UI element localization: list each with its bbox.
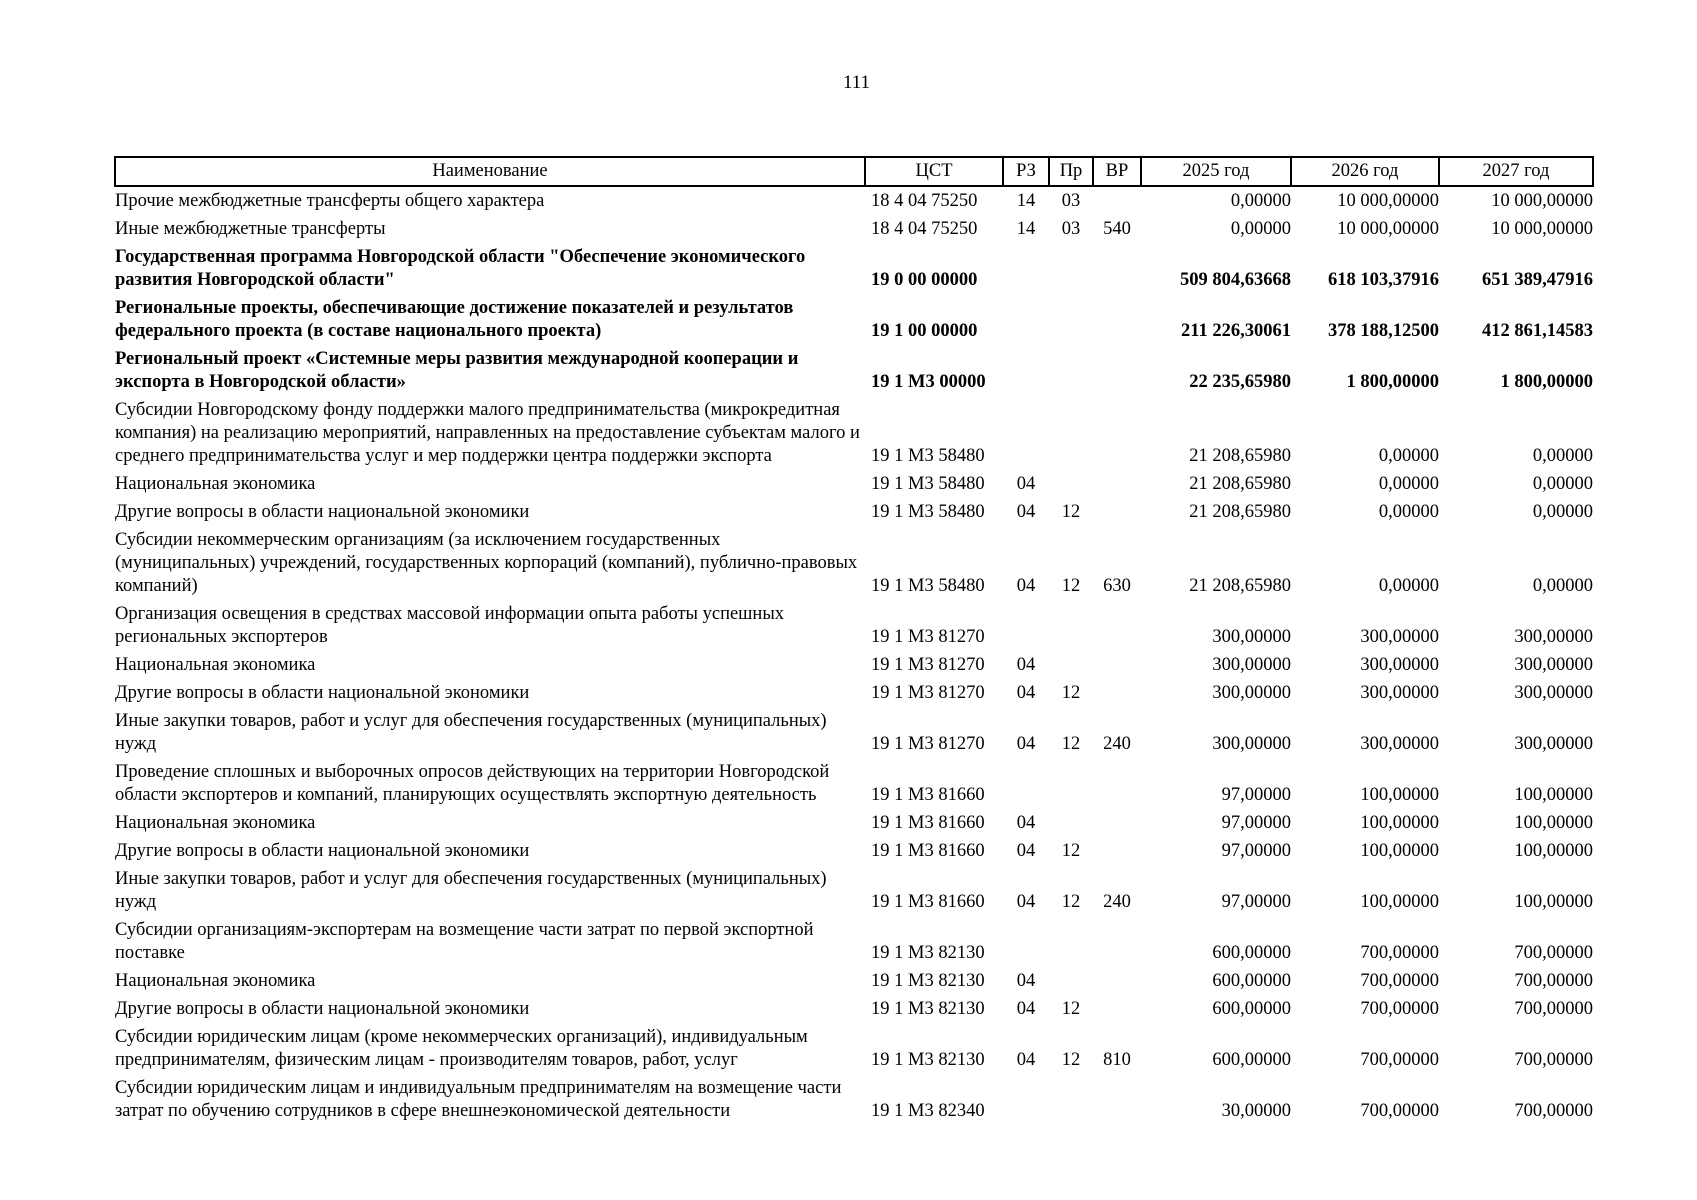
cell-name: Иные закупки товаров, работ и услуг для обеспечения государственных (муниципальных) нужд — [115, 869, 827, 912]
cell-name: Другие вопросы в области национальной экономики — [115, 999, 530, 1019]
table-row — [115, 1074, 1593, 1125]
cell-2027: 300,00000 — [1514, 683, 1593, 703]
table-row — [115, 995, 1593, 1023]
cell-2027: 0,00000 — [1532, 446, 1593, 466]
cell-2025: 97,00000 — [1221, 813, 1291, 833]
cell-name: Субсидии юридическим лицам и индивидуальным предпринимателям на возмещение части затрат по обучению сотрудников в сфере внешнеэкономической деятельности — [115, 1078, 842, 1121]
cell-2027: 651 389,47916 — [1482, 270, 1593, 290]
cell-2027: 700,00000 — [1514, 1050, 1593, 1070]
cell-cst: 19 1 М3 82130 — [871, 943, 985, 963]
cell-2025: 300,00000 — [1212, 655, 1291, 675]
cell-name: Государственная программа Новгородской области "Обеспечение экономического развития Новгородской области" — [115, 247, 806, 290]
cell-pr: 12 — [1061, 1050, 1081, 1070]
cell-2027: 700,00000 — [1514, 999, 1593, 1019]
cell-vr: 240 — [1103, 734, 1131, 754]
cell-rz — [1003, 396, 1049, 470]
cell-cst: 19 1 М3 81270 — [871, 627, 985, 647]
cell-vr — [1093, 967, 1141, 995]
cell-2025: 600,00000 — [1212, 1050, 1291, 1070]
cell-2026: 300,00000 — [1360, 734, 1439, 754]
cell-rz: 04 — [1016, 1050, 1036, 1070]
table-row — [115, 498, 1593, 526]
cell-2025: 21 208,65980 — [1189, 502, 1291, 522]
table-row — [115, 396, 1593, 470]
cell-rz — [1003, 1074, 1049, 1125]
cell-name: Иные закупки товаров, работ и услуг для обеспечения государственных (муниципальных) нужд — [115, 711, 827, 754]
cell-pr: 12 — [1061, 892, 1081, 912]
cell-2026: 0,00000 — [1378, 474, 1439, 494]
cell-vr — [1093, 809, 1141, 837]
cell-vr: 240 — [1103, 892, 1131, 912]
cell-2026: 100,00000 — [1360, 813, 1439, 833]
cell-rz: 04 — [1016, 576, 1036, 596]
cell-2025: 300,00000 — [1212, 734, 1291, 754]
cell-2025: 21 208,65980 — [1189, 474, 1291, 494]
cell-pr — [1049, 470, 1093, 498]
cell-rz — [1003, 345, 1049, 396]
cell-pr — [1049, 600, 1093, 651]
cell-cst: 19 1 М3 58480 — [871, 502, 985, 522]
cell-2025: 300,00000 — [1212, 683, 1291, 703]
table-row — [115, 916, 1593, 967]
cell-2026: 700,00000 — [1360, 1050, 1439, 1070]
cell-2026: 1 800,00000 — [1346, 372, 1439, 392]
table-row — [115, 186, 1593, 215]
cell-pr: 12 — [1061, 683, 1081, 703]
cell-cst: 19 1 М3 58480 — [871, 474, 985, 494]
cell-2026: 300,00000 — [1360, 655, 1439, 675]
cell-2026: 100,00000 — [1360, 785, 1439, 805]
table-row — [115, 809, 1593, 837]
table-body — [115, 186, 1593, 1125]
cell-name: Другие вопросы в области национальной экономики — [115, 502, 530, 522]
cell-2027: 100,00000 — [1514, 785, 1593, 805]
cell-vr — [1093, 651, 1141, 679]
cell-2026: 700,00000 — [1360, 971, 1439, 991]
cell-rz — [1003, 243, 1049, 294]
cell-2025: 21 208,65980 — [1189, 446, 1291, 466]
cell-name: Национальная экономика — [115, 971, 316, 991]
cell-2026: 0,00000 — [1378, 502, 1439, 522]
cell-2026: 300,00000 — [1360, 683, 1439, 703]
cell-cst: 19 1 М3 81270 — [871, 683, 985, 703]
cell-2026: 10 000,00000 — [1337, 219, 1439, 239]
cell-2025: 97,00000 — [1221, 892, 1291, 912]
cell-rz: 14 — [1016, 219, 1036, 239]
cell-vr — [1093, 679, 1141, 707]
cell-pr: 03 — [1061, 191, 1081, 211]
cell-name: Организация освещения в средствах массовой информации опыта работы успешных региональных экспортеров — [115, 604, 785, 647]
header-row — [115, 157, 1593, 186]
cell-pr — [1049, 396, 1093, 470]
cell-vr — [1093, 1074, 1141, 1125]
page-number: 111 — [842, 72, 871, 93]
cell-name: Прочие межбюджетные трансферты общего характера — [115, 191, 545, 211]
cell-cst: 19 1 М3 82130 — [871, 999, 985, 1019]
cell-vr — [1093, 916, 1141, 967]
cell-pr: 12 — [1061, 999, 1081, 1019]
cell-rz: 04 — [1016, 502, 1036, 522]
cell-vr: 540 — [1103, 219, 1131, 239]
cell-2025: 509 804,63668 — [1180, 270, 1291, 290]
cell-cst: 19 1 М3 81660 — [871, 813, 985, 833]
table-row — [115, 600, 1593, 651]
cell-name: Региональные проекты, обеспечивающие достижение показателей и результатов федерального проекта (в составе национального проекта) — [115, 298, 794, 341]
table-row — [115, 651, 1593, 679]
cell-2027: 10 000,00000 — [1491, 219, 1593, 239]
cell-2027: 300,00000 — [1514, 627, 1593, 647]
table-row — [115, 215, 1593, 243]
cell-2027: 300,00000 — [1514, 655, 1593, 675]
budget-table — [114, 156, 1594, 1125]
cell-cst: 18 4 04 75250 — [871, 219, 978, 239]
cell-pr — [1049, 294, 1093, 345]
cell-pr — [1049, 916, 1093, 967]
cell-vr — [1093, 837, 1141, 865]
header-2027: 2027 год — [1439, 157, 1593, 186]
cell-name: Национальная экономика — [115, 474, 316, 494]
cell-2027: 700,00000 — [1514, 971, 1593, 991]
cell-2025: 97,00000 — [1221, 785, 1291, 805]
cell-2027: 700,00000 — [1514, 1101, 1593, 1121]
table-row — [115, 470, 1593, 498]
cell-cst: 19 1 М3 81660 — [871, 892, 985, 912]
cell-2025: 22 235,65980 — [1189, 372, 1291, 392]
header-2025: 2025 год — [1141, 157, 1291, 186]
table-row — [115, 1023, 1593, 1074]
cell-2027: 0,00000 — [1532, 474, 1593, 494]
cell-rz: 04 — [1016, 474, 1036, 494]
cell-cst: 19 1 М3 81270 — [871, 655, 985, 675]
cell-pr — [1049, 967, 1093, 995]
header-pr: Пр — [1049, 157, 1093, 186]
cell-pr: 03 — [1061, 219, 1081, 239]
cell-2026: 700,00000 — [1360, 999, 1439, 1019]
budget-table-container — [114, 156, 1592, 1125]
cell-vr: 630 — [1103, 576, 1131, 596]
cell-2026: 700,00000 — [1360, 943, 1439, 963]
cell-2026: 618 103,37916 — [1328, 270, 1439, 290]
cell-vr — [1093, 186, 1141, 215]
cell-2025: 0,00000 — [1230, 191, 1291, 211]
cell-pr: 12 — [1061, 841, 1081, 861]
cell-vr: 810 — [1103, 1050, 1131, 1070]
cell-cst: 19 0 00 00000 — [871, 270, 978, 290]
cell-cst: 19 1 М3 81660 — [871, 785, 985, 805]
cell-2025: 211 226,30061 — [1181, 321, 1291, 341]
table-row — [115, 345, 1593, 396]
table-row — [115, 865, 1593, 916]
cell-cst: 19 1 М3 81270 — [871, 734, 985, 754]
cell-rz: 04 — [1016, 734, 1036, 754]
cell-rz: 04 — [1016, 683, 1036, 703]
cell-2027: 412 861,14583 — [1482, 321, 1593, 341]
cell-2025: 21 208,65980 — [1189, 576, 1291, 596]
cell-name: Субсидии юридическим лицам (кроме некоммерческих организаций), индивидуальным предпринимателям, физическим лицам - производителям товаров, работ, услуг — [115, 1027, 808, 1070]
cell-vr — [1093, 243, 1141, 294]
cell-2027: 100,00000 — [1514, 841, 1593, 861]
table-row — [115, 679, 1593, 707]
cell-2026: 300,00000 — [1360, 627, 1439, 647]
table-row — [115, 294, 1593, 345]
cell-rz — [1003, 294, 1049, 345]
cell-vr — [1093, 294, 1141, 345]
cell-pr — [1049, 243, 1093, 294]
cell-cst: 19 1 М3 81660 — [871, 841, 985, 861]
cell-2027: 100,00000 — [1514, 892, 1593, 912]
cell-rz — [1003, 916, 1049, 967]
table-row — [115, 837, 1593, 865]
cell-cst: 19 1 М3 82340 — [871, 1101, 985, 1121]
table-row — [115, 526, 1593, 600]
cell-rz: 04 — [1016, 813, 1036, 833]
cell-2026: 100,00000 — [1360, 892, 1439, 912]
cell-2026: 700,00000 — [1360, 1101, 1439, 1121]
cell-pr: 12 — [1061, 734, 1081, 754]
cell-name: Национальная экономика — [115, 655, 316, 675]
cell-2027: 300,00000 — [1514, 734, 1593, 754]
cell-pr — [1049, 651, 1093, 679]
cell-name: Иные межбюджетные трансферты — [115, 219, 386, 239]
table-row — [115, 707, 1593, 758]
cell-name: Региональный проект «Системные меры развития международной кооперации и экспорта в Новгородской области» — [115, 349, 799, 392]
cell-2025: 600,00000 — [1212, 999, 1291, 1019]
header-name: Наименование — [115, 157, 865, 186]
cell-2027: 700,00000 — [1514, 943, 1593, 963]
cell-cst: 19 1 М3 00000 — [871, 372, 986, 392]
cell-pr — [1049, 1074, 1093, 1125]
cell-rz: 14 — [1016, 191, 1036, 211]
cell-name: Субсидии организациям-экспортерам на возмещение части затрат по первой экспортной поставке — [115, 920, 814, 963]
cell-pr: 12 — [1061, 576, 1081, 596]
cell-name: Проведение сплошных и выборочных опросов действующих на территории Новгородской области экспортеров и компаний, планирующих осуществлять экспортную деятельность — [115, 762, 830, 805]
cell-2025: 0,00000 — [1230, 219, 1291, 239]
cell-vr — [1093, 498, 1141, 526]
cell-cst: 19 1 М3 82130 — [871, 971, 985, 991]
cell-2027: 10 000,00000 — [1491, 191, 1593, 211]
table-header — [115, 157, 1593, 186]
cell-rz: 04 — [1016, 841, 1036, 861]
cell-2025: 97,00000 — [1221, 841, 1291, 861]
cell-name: Национальная экономика — [115, 813, 316, 833]
cell-name: Субсидии некоммерческим организациям (за исключением государственных (муниципальных) учреждений, государственных корпораций (компаний), публично-правовых компаний) — [115, 530, 858, 596]
cell-vr — [1093, 470, 1141, 498]
cell-2026: 378 188,12500 — [1328, 321, 1439, 341]
cell-2025: 600,00000 — [1212, 971, 1291, 991]
cell-cst: 19 1 00 00000 — [871, 321, 978, 341]
cell-name: Субсидии Новгородскому фонду поддержки малого предпринимательства (микрокредитная компания) на реализацию мероприятий, направленных на предоставление субъектам малого и среднего предпринимательства услуг и мер поддержки центра поддержки экспорта — [115, 400, 860, 466]
cell-2025: 300,00000 — [1212, 627, 1291, 647]
header-vr: ВР — [1093, 157, 1141, 186]
cell-pr — [1049, 809, 1093, 837]
cell-vr — [1093, 396, 1141, 470]
cell-rz: 04 — [1016, 971, 1036, 991]
cell-name: Другие вопросы в области национальной экономики — [115, 683, 530, 703]
cell-pr — [1049, 758, 1093, 809]
cell-2026: 100,00000 — [1360, 841, 1439, 861]
cell-vr — [1093, 995, 1141, 1023]
cell-vr — [1093, 345, 1141, 396]
table-row — [115, 758, 1593, 809]
header-cst: ЦСТ — [865, 157, 1003, 186]
cell-cst: 18 4 04 75250 — [871, 191, 978, 211]
header-2026: 2026 год — [1291, 157, 1439, 186]
cell-vr — [1093, 758, 1141, 809]
header-rz: РЗ — [1003, 157, 1049, 186]
cell-rz: 04 — [1016, 999, 1036, 1019]
cell-cst: 19 1 М3 58480 — [871, 446, 985, 466]
cell-2026: 0,00000 — [1378, 446, 1439, 466]
cell-2027: 100,00000 — [1514, 813, 1593, 833]
cell-2025: 600,00000 — [1212, 943, 1291, 963]
cell-2026: 10 000,00000 — [1337, 191, 1439, 211]
cell-2027: 0,00000 — [1532, 576, 1593, 596]
cell-name: Другие вопросы в области национальной экономики — [115, 841, 530, 861]
cell-2027: 0,00000 — [1532, 502, 1593, 522]
cell-2025: 30,00000 — [1221, 1101, 1291, 1121]
cell-vr — [1093, 600, 1141, 651]
cell-rz — [1003, 758, 1049, 809]
cell-pr: 12 — [1061, 502, 1081, 522]
cell-2027: 1 800,00000 — [1500, 372, 1593, 392]
cell-pr — [1049, 345, 1093, 396]
table-row — [115, 967, 1593, 995]
cell-cst: 19 1 М3 82130 — [871, 1050, 985, 1070]
cell-2026: 0,00000 — [1378, 576, 1439, 596]
cell-rz: 04 — [1016, 892, 1036, 912]
cell-cst: 19 1 М3 58480 — [871, 576, 985, 596]
table-row — [115, 243, 1593, 294]
cell-rz: 04 — [1016, 655, 1036, 675]
cell-rz — [1003, 600, 1049, 651]
